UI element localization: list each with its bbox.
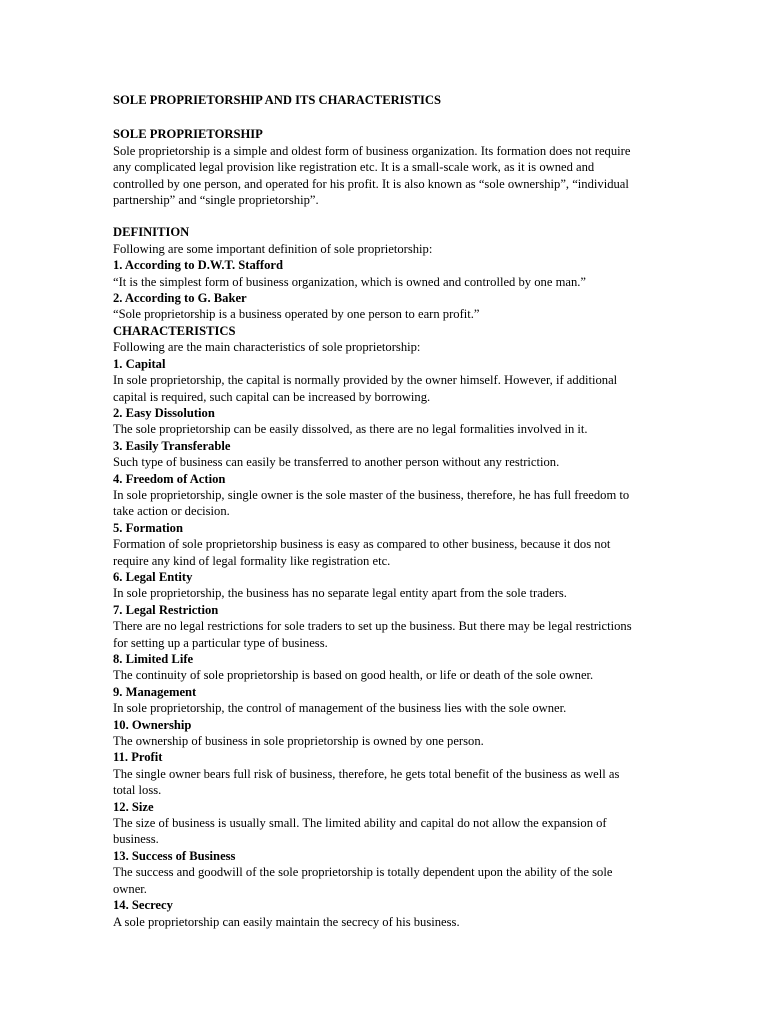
characteristic-item-text: Such type of business can easily be transferred to another person without any restriction. [113, 455, 560, 470]
characteristic-item-text: In sole proprietorship, the business has no separate legal entity apart from the sole traders. [113, 586, 567, 601]
definition-item-head: 1. According to D.W.T. Stafford [113, 258, 284, 273]
characteristic-item-head: 10. Ownership [113, 717, 192, 732]
characteristic-item-text: There are no legal restrictions for sole traders to set up the business. But there may be legal restrictions for setting up a particular type of business. [113, 619, 632, 650]
section-heading-characteristics: CHARACTERISTICS [113, 323, 236, 338]
characteristic-item-head: 12. Size [113, 799, 154, 814]
definition-list [113, 257, 643, 323]
characteristic-item-head: 6. Legal Entity [113, 569, 193, 584]
characteristic-item-head: 11. Profit [113, 750, 163, 765]
characteristic-item-text: The success and goodwill of the sole proprietorship is totally dependent upon the ability of the sole owner. [113, 865, 613, 896]
document-page [113, 92, 643, 930]
definition-item-text: “It is the simplest form of business organization, which is owned and controlled by one man.” [113, 274, 586, 289]
characteristic-item-head: 4. Freedom of Action [113, 471, 226, 486]
characteristic-item-text: In sole proprietorship, the capital is normally provided by the owner himself. However, if additional capital is required, such capital can be increased by borrowing. [113, 373, 618, 404]
document-title: SOLE PROPRIETORSHIP AND ITS CHARACTERISTICS [113, 93, 441, 107]
characteristic-item-head: 8. Limited Life [113, 652, 194, 666]
characteristic-item-text: The size of business is usually small. The limited ability and capital do not allow the expansion of business. [113, 816, 607, 847]
characteristic-item-text: A sole proprietorship can easily maintain the secrecy of his business. [113, 914, 460, 929]
characteristic-item-text: In sole proprietorship, the control of management of the business lies with the sole owner. [113, 701, 567, 716]
characteristic-item-text: In sole proprietorship, single owner is the sole master of the business, therefore, he has full freedom to take action or decision. [113, 487, 630, 519]
characteristic-item-head: 14. Secrecy [113, 898, 173, 913]
definition-intro: Following are some important definition of sole proprietorship: [113, 241, 433, 256]
characteristic-item-head: 7. Legal Restriction [113, 602, 219, 617]
characteristic-item-head: 5. Formation [113, 520, 183, 535]
characteristic-item-head: 2. Easy Dissolution [113, 405, 215, 420]
characteristic-item-text: The ownership of business in sole proprietorship is owned by one person. [113, 734, 484, 749]
characteristic-item-text: The continuity of sole proprietorship is based on good health, or life or death of the sole owner. [113, 668, 594, 683]
section-text-sole-proprietorship: Sole proprietorship is a simple and oldest form of business organization. Its formation does not require any complicated legal provision like registration etc. It is a small-scale work, as it is owned and controlled by one person, and operated for his profit. It is also known as “sole ownership”, “individual partnership” and “single proprietorship”. [113, 143, 631, 208]
characteristics-intro: Following are the main characteristics of sole proprietorship: [113, 340, 421, 355]
characteristic-item-head: 9. Management [113, 684, 197, 699]
characteristic-item-text: Formation of sole proprietorship business is easy as compared to other business, because it dos not require any kind of legal formality like registration etc. [113, 537, 611, 568]
definition-item-head: 2. According to G. Baker [113, 291, 247, 306]
spacer [113, 208, 643, 224]
characteristic-item-head: 1. Capital [113, 356, 166, 371]
section-heading-sole-proprietorship: SOLE PROPRIETORSHIP [113, 127, 263, 142]
characteristics-list [113, 356, 643, 930]
section-heading-definition: DEFINITION [113, 225, 190, 240]
characteristic-item-head: 13. Success of Business [113, 848, 236, 863]
characteristic-item-text: The single owner bears full risk of business, therefore, he gets total benefit of the business as well as total loss. [113, 766, 620, 798]
characteristic-item-text: The sole proprietorship can be easily dissolved, as there are no legal formalities involved in it. [113, 422, 588, 437]
characteristic-item-head: 3. Easily Transferable [113, 438, 231, 453]
definition-item-text: “Sole proprietorship is a business operated by one person to earn profit.” [113, 307, 480, 322]
